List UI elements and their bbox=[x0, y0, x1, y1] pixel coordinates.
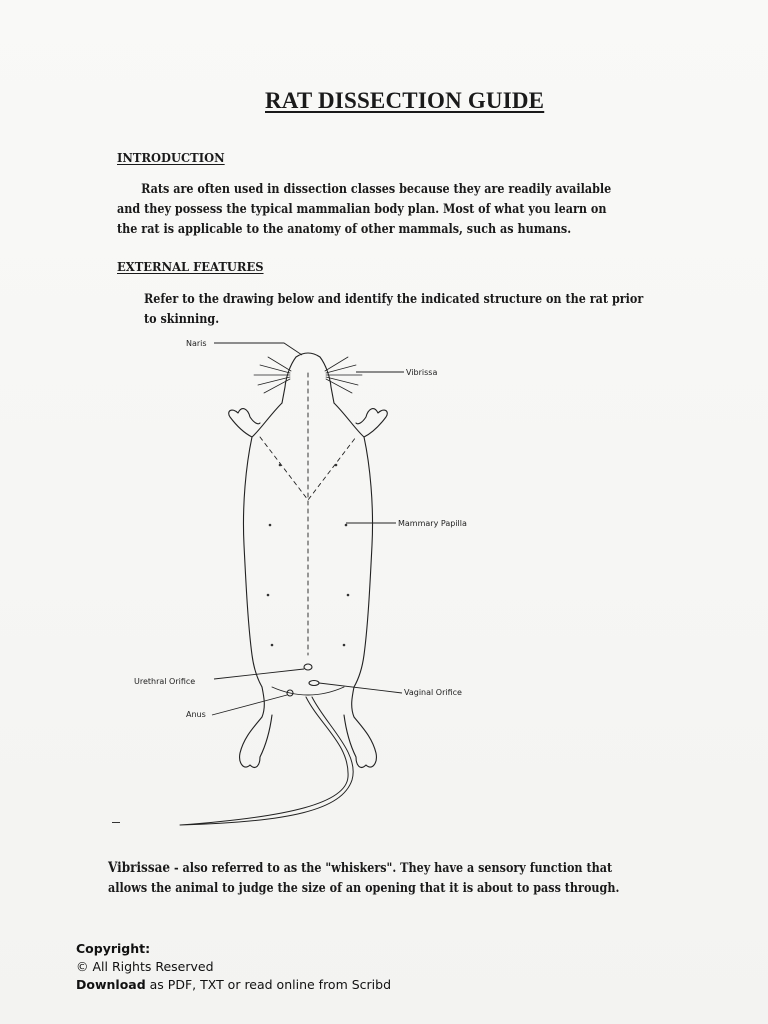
rat-external-anatomy-diagram bbox=[120, 325, 500, 840]
label-mammary-papilla: Mammary Papilla bbox=[398, 519, 467, 528]
urethral-orifice-leader bbox=[214, 669, 304, 679]
urethral-orifice-mark bbox=[304, 664, 312, 670]
whiskers-left bbox=[254, 357, 291, 393]
external-features-instruction: Refer to the drawing below and identify the indicated structure on the rat prior to skinning. bbox=[144, 292, 644, 327]
download-link[interactable]: Download bbox=[76, 977, 146, 992]
dash-mark bbox=[112, 822, 120, 823]
introduction-paragraph: Rats are often used in dissection classes because they are readily available and they possess the typical mammalian body plan. Most of what you learn on the rat is applicable to the anatomy of other mammals, such as humans. bbox=[117, 182, 612, 237]
label-vaginal-orifice: Vaginal Orifice bbox=[404, 688, 462, 697]
right-hindleg bbox=[344, 687, 376, 767]
whiskers-right bbox=[325, 357, 362, 393]
rat-head-outline bbox=[282, 353, 334, 403]
introduction-heading: INTRODUCTION bbox=[117, 150, 225, 165]
label-vibrissa: Vibrissa bbox=[406, 368, 438, 377]
vaginal-orifice-mark bbox=[309, 681, 319, 686]
vibrissae-term: Vibrissae bbox=[108, 860, 171, 876]
vibrissae-description: - also referred to as the "whiskers". They have a sensory function that allows the animal to judge the size of an opening that it is about to pass through. bbox=[108, 861, 620, 896]
copyright-heading: Copyright: bbox=[76, 941, 151, 956]
vibrissae-definition bbox=[108, 858, 641, 899]
right-foreleg bbox=[334, 403, 387, 437]
left-hindleg bbox=[240, 687, 272, 767]
rat-drawing bbox=[120, 325, 500, 840]
anus-leader bbox=[212, 695, 287, 715]
rights-text: © All Rights Reserved bbox=[76, 959, 214, 974]
left-foreleg bbox=[229, 403, 282, 437]
rat-tail bbox=[180, 697, 353, 825]
naris-leader bbox=[214, 343, 302, 355]
label-urethral-orifice: Urethral Orifice bbox=[134, 677, 196, 686]
label-anus: Anus bbox=[186, 710, 206, 719]
label-naris: Naris bbox=[186, 339, 207, 348]
incision-guides bbox=[260, 373, 356, 655]
page-title: RAT DISSECTION GUIDE bbox=[265, 88, 545, 113]
external-features-heading: EXTERNAL FEATURES bbox=[117, 259, 264, 274]
mammary-papillae-dots bbox=[267, 464, 350, 647]
rat-body-outline bbox=[243, 437, 372, 687]
copyright-footer bbox=[76, 940, 391, 994]
download-description: as PDF, TXT or read online from Scribd bbox=[145, 977, 392, 992]
